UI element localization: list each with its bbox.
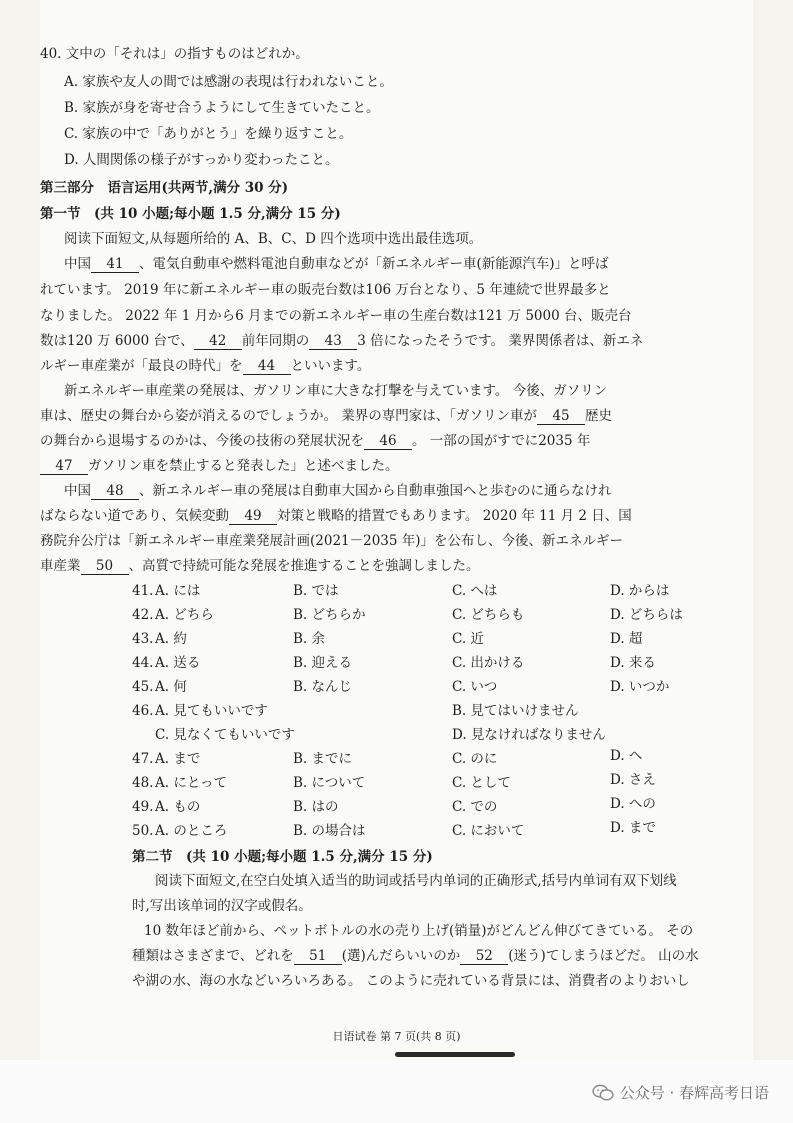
blank-50: 50 xyxy=(81,560,129,575)
option-d: D. いつか xyxy=(610,679,670,695)
section2-instruction: 阅读下面短文,在空白处填入适当的助词或括号内单词的正确形式,括号内单词有双下划线 xyxy=(155,873,677,889)
question-number: 50. xyxy=(132,823,154,839)
option-d: D. まで xyxy=(610,820,656,836)
option-b: B. までに xyxy=(293,751,353,767)
passage1-line: れています。 2019 年に新エネルギー車の販売台数は106 万台となり、5 年連続で世界最多と xyxy=(40,282,611,298)
option-c: C. 出かける xyxy=(452,655,525,671)
option-b: B. どちらか xyxy=(293,607,366,623)
option-d: D. 見なければなりません xyxy=(452,727,606,743)
question-number: 49. xyxy=(132,799,154,815)
section1-instruction: 阅读下面短文,从每题所给的 A、B、C、D 四个选项中选出最佳选项。 xyxy=(64,231,483,247)
question-number: 43. xyxy=(132,631,154,647)
option-c: C. として xyxy=(452,775,511,791)
question-number: 41. xyxy=(132,583,154,599)
option-d: D. 超 xyxy=(610,631,643,647)
passage1-line: 務院弁公庁は「新エネルギー車産業発展計画(2021－2035 年)」を公布し、今後、新エネルギー xyxy=(40,533,624,549)
blank-45: 45 xyxy=(537,410,585,425)
option-d: D. さえ xyxy=(610,772,656,788)
passage2-line: や湖の水、海の水などいろいろある。 このように売れている背景には、消費者のよりおいし xyxy=(132,973,690,989)
passage1-line: 車は、歴史の舞台から姿が消えるのでしょうか。 業界の専門家は、「ガソリン車が 45 歴史 xyxy=(40,408,613,424)
question-number: 47. xyxy=(132,751,154,767)
blank-43: 43 xyxy=(309,335,357,350)
option-b: B. では xyxy=(293,583,339,599)
section2-title: 第二节 (共 10 小题;每小题 1.5 分,满分 15 分) xyxy=(132,849,433,865)
section2-instruction: 时,写出该单词的汉字或假名。 xyxy=(132,898,312,914)
question-number: 45. xyxy=(132,679,154,695)
option-b: B. の場合は xyxy=(293,823,366,839)
option-a: A. 何 xyxy=(155,679,187,695)
option-a: A. どちら xyxy=(155,607,214,623)
blank-47: 47 xyxy=(40,460,88,475)
option-a: A. 約 xyxy=(155,631,187,647)
question-number: 44. xyxy=(132,655,154,671)
passage1-line: なりました。 2022 年 1 月から6 月までの新エネルギー車の生産台数は121 万 5000 台、販売台 xyxy=(40,308,632,324)
blank-49: 49 xyxy=(229,510,277,525)
question-number: 48. xyxy=(132,775,154,791)
option-d: D. へ xyxy=(610,748,643,764)
option-c: C. 近 xyxy=(452,631,484,647)
question-number: 42. xyxy=(132,607,154,623)
question-number: 46. xyxy=(132,703,154,719)
blank-44: 44 xyxy=(243,360,291,375)
wechat-icon xyxy=(592,1084,614,1102)
passage2-line: 10 数年ほど前から、ペットボトルの水の売り上げ(销量)がどんどん伸びてきている。 その xyxy=(144,923,694,939)
blank-46: 46 xyxy=(364,435,412,450)
watermark xyxy=(592,1082,769,1103)
option-d: D. 来る xyxy=(610,655,656,671)
option-c: C. において xyxy=(452,823,525,839)
option-b: B. なんじ xyxy=(293,679,353,695)
blank-52: 52 xyxy=(460,950,508,965)
option-b: B. 余 xyxy=(293,631,326,647)
passage1-line: ばならない道であり、気候変動 49 対策と戦略的措置でもあります。 2020 年 11 月 2 日、国 xyxy=(40,508,632,524)
option-a: A. には xyxy=(155,583,201,599)
option-a: A. もの xyxy=(155,799,201,815)
part3-title: 第三部分 语言运用(共两节,满分 30 分) xyxy=(40,180,289,196)
option-c: C. 見なくてもいいです xyxy=(155,727,295,743)
q40-option-b: B. 家族が身を寄せ合うようにして生きていたこと。 xyxy=(64,100,380,116)
watermark-text: 公众号 · 春辉高考日语 xyxy=(619,1084,769,1102)
passage2-line: 種類はさまざまで、どれを 51 (選)んだらいいのか 52 (迷う)てしまうほどだ。 山の水 xyxy=(132,948,699,964)
option-b: B. 見てはいけません xyxy=(452,703,579,719)
option-d: D. への xyxy=(610,796,656,812)
passage1-line: 車産業 50 、高質で持続可能な発展を推進することを強調しました。 xyxy=(40,558,480,574)
q40-option-a: A. 家族や友人の間では感謝の表現は行われないこと。 xyxy=(64,74,393,90)
option-c: C. いつ xyxy=(452,679,498,695)
blank-42: 42 xyxy=(194,335,242,350)
option-a: A. 見てもいいです xyxy=(155,703,268,719)
option-a: A. のところ xyxy=(155,823,228,839)
option-d: D. からは xyxy=(610,583,670,599)
blank-41: 41 xyxy=(91,258,139,273)
section1-title: 第一节 (共 10 小题;每小题 1.5 分,满分 15 分) xyxy=(40,206,341,222)
passage1-line: 47 ガソリン車を禁止すると発表した」と述べました。 xyxy=(40,460,399,475)
blank-51: 51 xyxy=(294,950,342,965)
option-b: B. 迎える xyxy=(293,655,353,671)
scan-shadow-bar xyxy=(395,1052,515,1057)
blank-48: 48 xyxy=(91,485,139,500)
q40-prompt: 40. 文中の「それは」の指すものはどれか。 xyxy=(40,46,309,62)
option-a: A. にとって xyxy=(155,775,228,791)
passage1-line: 新エネルギー車産業の発展は、ガソリン車に大きな打撃を与えています。 今後、ガソリン xyxy=(64,383,608,399)
option-a: A. 送る xyxy=(155,655,201,671)
passage1-line: の舞台から退場するのかは、今後の技術の発展状況を 46 。 一部の国がすでに2035 年 xyxy=(40,433,591,449)
passage1-line: 数は120 万 6000 台で、 42 前年同期の 43 3 倍になったそうです。 業界関係者は、新エネ xyxy=(40,333,644,349)
option-c: C. のに xyxy=(452,751,498,767)
option-b: B. はの xyxy=(293,799,339,815)
option-c: C. での xyxy=(452,799,498,815)
page-footer: 日语试卷 第 7 页(共 8 页) xyxy=(332,1030,461,1043)
option-c: C. どちらも xyxy=(452,607,525,623)
option-b: B. について xyxy=(293,775,366,791)
option-d: D. どちらは xyxy=(610,607,683,623)
q40-option-d: D. 人間関係の様子がすっかり変わったこと。 xyxy=(64,152,339,168)
option-a: A. まで xyxy=(155,751,201,767)
passage1-line: 中国 41 、電気自動車や燃料電池自動車などが「新エネルギー車(新能源汽车)」と呼ば xyxy=(64,256,609,272)
option-c: C. へは xyxy=(452,583,498,599)
passage1-line: 中国 48 、新エネルギー車の発展は自動車大国から自動車強国へと歩むのに通らなけれ xyxy=(64,483,612,499)
passage1-line: ルギー車産業が「最良の時代」を 44 といいます。 xyxy=(40,358,371,374)
q40-option-c: C. 家族の中で「ありがとう」を繰り返すこと。 xyxy=(64,126,353,142)
